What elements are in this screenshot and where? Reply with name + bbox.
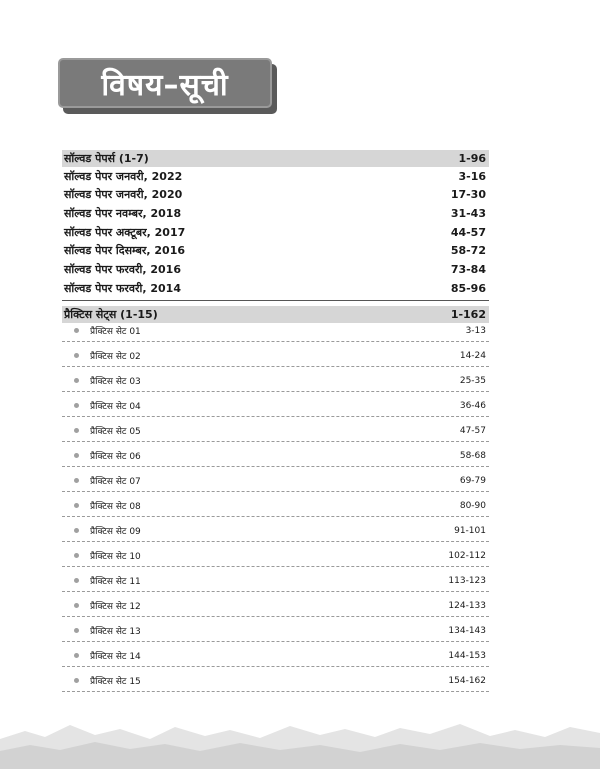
paper-label: सॉल्वड पेपर जनवरी, 2022 — [64, 170, 183, 183]
page-title: विषय–सूची — [101, 67, 229, 103]
paper-pages: 73-84 — [450, 263, 486, 276]
practice-set-row[interactable] — [62, 370, 489, 392]
paper-pages: 44-57 — [450, 226, 486, 239]
paper-pages: 58-72 — [450, 244, 486, 257]
paper-label: सॉल्वड पेपर फरवरी, 2014 — [64, 282, 181, 295]
bullet-icon — [74, 328, 79, 333]
practice-set-label: प्रैक्टिस सेट 08 — [90, 502, 141, 512]
practice-set-pages: 102-112 — [448, 550, 486, 561]
paper-row[interactable] — [62, 261, 489, 278]
practice-set-label: प्रैक्टिस सेट 02 — [90, 352, 141, 362]
bullet-icon — [74, 453, 79, 458]
bullet-icon — [74, 403, 79, 408]
bullet-icon — [74, 478, 79, 483]
practice-set-pages: 113-123 — [448, 575, 486, 586]
practice-sets-header-label: प्रैक्टिस सेट्स (1-15) — [64, 308, 158, 321]
paper-row[interactable] — [62, 280, 489, 297]
practice-set-pages: 80-90 — [459, 500, 486, 511]
practice-set-row[interactable] — [62, 520, 489, 542]
paper-row[interactable] — [62, 205, 489, 222]
practice-set-pages: 3-13 — [465, 325, 486, 336]
paper-row[interactable] — [62, 224, 489, 241]
practice-set-row[interactable] — [62, 545, 489, 567]
practice-set-label: प्रैक्टिस सेट 01 — [90, 327, 141, 337]
title-banner — [58, 58, 272, 108]
practice-set-row[interactable] — [62, 470, 489, 492]
practice-set-pages: 36-46 — [459, 400, 486, 411]
practice-set-row[interactable] — [62, 345, 489, 367]
practice-set-label: प्रैक्टिस सेट 07 — [90, 477, 141, 487]
bullet-icon — [74, 678, 79, 683]
paper-row[interactable] — [62, 242, 489, 259]
bullet-icon — [74, 578, 79, 583]
paper-pages: 3-16 — [458, 170, 486, 183]
solved-papers-header — [62, 150, 489, 167]
bullet-icon — [74, 503, 79, 508]
paper-label: सॉल्वड पेपर फरवरी, 2016 — [64, 263, 181, 276]
practice-set-pages: 124-133 — [448, 600, 486, 611]
practice-set-label: प्रैक्टिस सेट 14 — [90, 652, 141, 662]
paper-pages: 31-43 — [450, 207, 486, 220]
practice-set-row[interactable] — [62, 645, 489, 667]
paper-row[interactable] — [62, 186, 489, 203]
practice-set-label: प्रैक्टिस सेट 12 — [90, 602, 141, 612]
paper-label: सॉल्वड पेपर अक्टूबर, 2017 — [64, 226, 186, 239]
practice-set-row[interactable] — [62, 595, 489, 617]
practice-set-pages: 25-35 — [459, 375, 486, 386]
paper-pages: 85-96 — [450, 282, 486, 295]
practice-set-row[interactable] — [62, 395, 489, 417]
practice-set-row[interactable] — [62, 420, 489, 442]
practice-set-pages: 14-24 — [459, 350, 486, 361]
practice-set-row[interactable] — [62, 570, 489, 592]
paper-label: सॉल्वड पेपर नवम्बर, 2018 — [64, 207, 182, 220]
bullet-icon — [74, 528, 79, 533]
practice-set-pages: 91-101 — [454, 525, 486, 536]
practice-set-label: प्रैक्टिस सेट 11 — [90, 577, 141, 587]
paper-label: सॉल्वड पेपर जनवरी, 2020 — [64, 188, 183, 201]
paper-row[interactable] — [62, 168, 489, 185]
practice-set-row[interactable] — [62, 320, 489, 342]
bullet-icon — [74, 603, 79, 608]
practice-set-pages: 134-143 — [448, 625, 486, 636]
solved-papers-header-label: सॉल्वड पेपर्स (1-7) — [64, 152, 149, 165]
practice-set-row[interactable] — [62, 445, 489, 467]
practice-set-row[interactable] — [62, 670, 489, 692]
practice-set-label: प्रैक्टिस सेट 13 — [90, 627, 141, 637]
practice-set-label: प्रैक्टिस सेट 04 — [90, 402, 141, 412]
practice-set-label: प्रैक्टिस सेट 03 — [90, 377, 141, 387]
practice-set-label: प्रैक्टिस सेट 06 — [90, 452, 141, 462]
practice-set-pages: 69-79 — [459, 475, 486, 486]
bullet-icon — [74, 378, 79, 383]
practice-set-label: प्रैक्टिस सेट 05 — [90, 427, 141, 437]
bullet-icon — [74, 428, 79, 433]
paper-label: सॉल्वड पेपर दिसम्बर, 2016 — [64, 244, 186, 257]
paper-pages: 17-30 — [450, 188, 486, 201]
solved-papers-header-pages: 1-96 — [458, 152, 486, 165]
bullet-icon — [74, 553, 79, 558]
practice-set-pages: 154-162 — [448, 675, 486, 686]
practice-set-row[interactable] — [62, 495, 489, 517]
practice-set-row[interactable] — [62, 620, 489, 642]
practice-set-pages: 144-153 — [448, 650, 486, 661]
section-divider — [62, 300, 489, 301]
practice-sets-header-pages: 1-162 — [450, 308, 486, 321]
practice-set-label: प्रैक्टिस सेट 15 — [90, 677, 141, 687]
practice-set-label: प्रैक्टिस सेट 10 — [90, 552, 141, 562]
mountain-silhouette — [0, 709, 600, 769]
bullet-icon — [74, 628, 79, 633]
bullet-icon — [74, 653, 79, 658]
practice-set-pages: 58-68 — [459, 450, 486, 461]
practice-set-pages: 47-57 — [459, 425, 486, 436]
practice-set-label: प्रैक्टिस सेट 09 — [90, 527, 141, 537]
bullet-icon — [74, 353, 79, 358]
